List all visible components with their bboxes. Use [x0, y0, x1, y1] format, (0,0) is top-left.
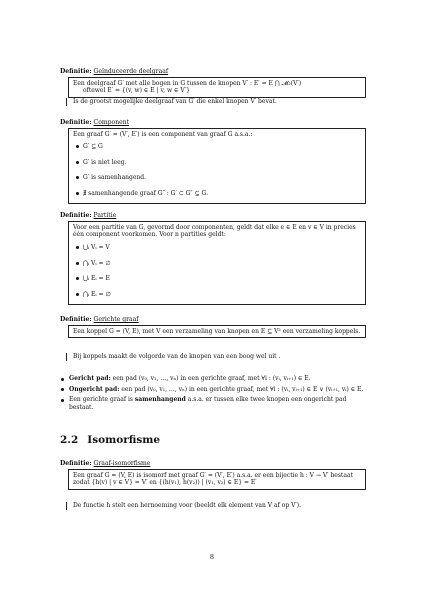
list-item: ⋂ᵢ Vᵢ = ∅	[76, 256, 361, 272]
definition-heading	[60, 119, 366, 127]
definition-box	[68, 325, 366, 338]
definition-partition	[60, 212, 366, 305]
definition-heading	[60, 460, 366, 468]
definition-label: Definitie:	[60, 119, 92, 126]
term: Gericht pad:	[69, 375, 111, 382]
definition-label: Definitie:	[60, 68, 92, 75]
page-number: 8	[209, 553, 215, 561]
term-text: Een gerichte graaf is	[69, 396, 135, 404]
list-item: ⋂ᵢ Eᵢ = ∅	[76, 287, 361, 303]
definition-heading	[60, 212, 366, 220]
definition-directed-graph	[60, 316, 366, 338]
section-heading	[60, 434, 160, 446]
condition-list	[73, 240, 361, 302]
definition-box	[68, 221, 366, 305]
definition-induced-subgraph	[60, 68, 366, 98]
definition-component	[60, 119, 366, 204]
list-item	[60, 396, 366, 411]
definition-title: Component	[93, 119, 130, 126]
term-text: a.s.a. er tussen elke twee knopen een ongericht pad bestaat.	[69, 396, 347, 411]
term-text: een pad (v₀, v₁, …, vₙ) in een gerichte graaf, met ∀i : (vᵢ, vᵢ₊₁) ∈ E ∨ (vᵢ₊₁, vᵢ) ∈ E.	[119, 385, 364, 393]
list-item: G′ ⊆ G	[76, 139, 361, 155]
note-induced: Is de grootst mogelijke deelgraaf van G′ die enkel knopen V′ bevat.	[66, 98, 373, 106]
definition-label: Definitie:	[60, 460, 92, 467]
list-item: ⋃ᵢ Eᵢ = E	[76, 271, 361, 287]
section-title: Isomorfisme	[87, 434, 161, 446]
definition-title: Geïnduceerde deelgraaf	[93, 68, 169, 75]
condition-list	[73, 139, 361, 201]
definition-text: Een graaf G′ = (V′, E′) is een component van graaf G a.s.a.:	[73, 130, 253, 138]
definition-text: Een deelgraaf G′ met alle bogen in G tussen de knopen V′ : E′ = E ⋂ 𝓜₂(V′)	[73, 79, 302, 87]
path-definitions-list	[60, 375, 366, 414]
list-item: ⋃ᵢ Vᵢ = V	[76, 240, 361, 256]
definition-label: Definitie:	[60, 212, 92, 219]
list-item	[60, 375, 366, 383]
definition-text: Een graaf G = (V, E) is isomorf met graaf G′ = (V′, E′) a.s.a. er een bijectie h : V → V′ bestaat zodat {h(v) | v ∈ V} = V′ en {(h(v₁), h(v₂)) | (v₁, v₂) ∈ E} = E′	[73, 471, 353, 487]
definition-title: Partitie	[93, 212, 117, 219]
list-item	[60, 386, 366, 394]
definition-heading	[60, 316, 366, 324]
list-item: G′ is samenhangend.	[76, 170, 361, 186]
definition-text: oftewel E′ = {(v, w) ∈ E | v, w ∈ V′}	[83, 87, 190, 95]
definition-text: Een koppel G = (V, E), met V een verzameling van knopen en E ⊆ V² een verzameling koppels.	[73, 327, 361, 335]
definition-title: Gerichte graaf	[93, 316, 139, 323]
term-text: een pad (v₀, v₁, …, vₙ) in een gerichte graaf, met ∀i : (vᵢ, vᵢ₊₁) ∈ E.	[110, 375, 311, 382]
definition-graph-isomorphism	[60, 460, 366, 490]
definition-text: Voor een partitie van G, gevormd door componenten, geldt dat elke e ∈ E en v ∈ V in precies één component voorkomen. Voor n partities geldt:	[73, 223, 356, 239]
note-isomorphism: De functie h stelt een hernoeming voor (beeldt elk element van V af op V′).	[66, 502, 373, 510]
definition-box	[68, 469, 366, 490]
note-directed: Bij koppels maakt de volgorde van de knopen van een boog wel uit .	[66, 353, 373, 361]
definition-heading	[60, 68, 366, 76]
list-item: G′ is niet leeg.	[76, 155, 361, 171]
definition-title: Graaf-isomorfisme	[93, 460, 151, 467]
term: Ongericht pad:	[69, 385, 120, 393]
definition-box	[68, 128, 366, 204]
definition-label: Definitie:	[60, 316, 92, 323]
term: samenhangend	[134, 396, 186, 404]
section-number: 2.2	[60, 434, 79, 446]
list-item: ∄ samenhangende graaf G″ : G′ ⊂ G″ ⊆ G.	[76, 186, 361, 202]
definition-box	[68, 77, 366, 98]
